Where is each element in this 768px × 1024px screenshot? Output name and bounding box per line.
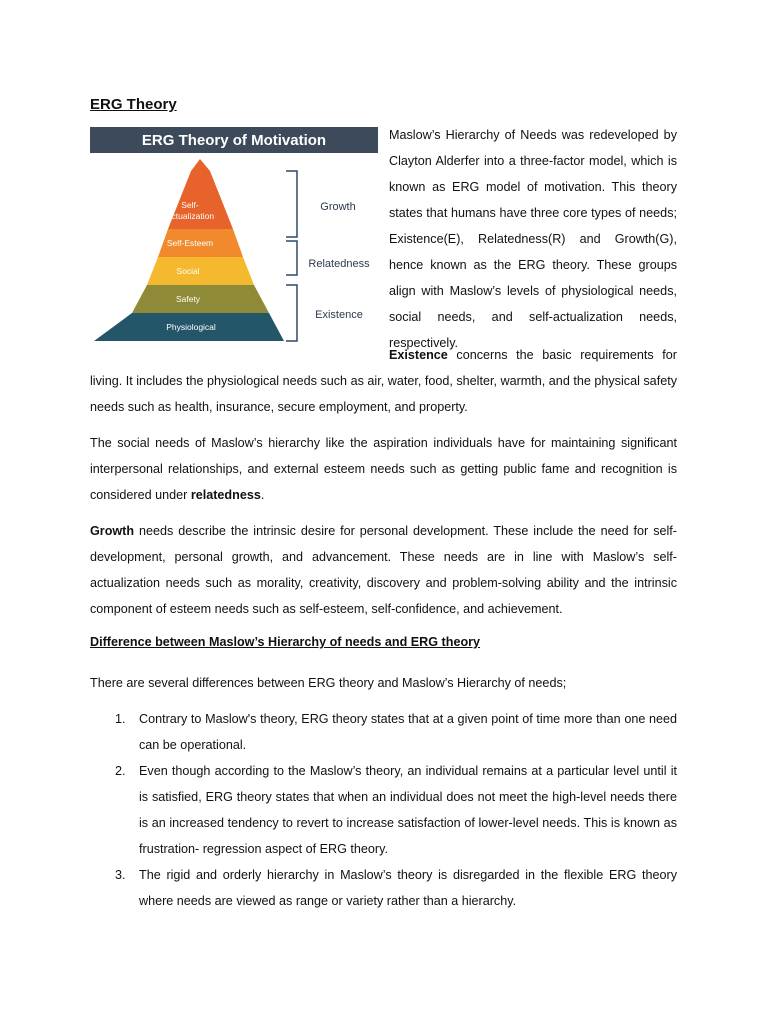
erg-figure — [90, 127, 378, 345]
existence-bracket — [286, 285, 297, 341]
pyramid-level-safety — [132, 285, 269, 313]
list-item-text: Even though according to the Maslow’s theory, an individual remains at a particular level until it is satisfied, ERG theory states that when an individual does not meet the high-level needs there is an increased tendency to revert to increase satisfaction of lower-level needs. This is known as frustration- regression aspect of ERG theory. — [139, 764, 677, 856]
level-label-self-esteem: Self-Esteem — [166, 238, 214, 248]
list-item — [90, 862, 677, 914]
difference-heading: Difference between Maslow’s Hierarchy of needs and ERG theory — [90, 635, 481, 649]
list-item — [90, 706, 677, 758]
existence-text: concerns the basic requirements for living. It includes the physiological needs such as air, water, food, shelter, warmth, and the physical safety needs such as health, insurance, secure employment, and property. — [90, 348, 677, 414]
pyramid-level-social — [147, 257, 254, 285]
list-item-number: 1. — [115, 712, 126, 726]
list-item-text: Contrary to Maslow's theory, ERG theory states that at a given point of time more than one need can be operational. — [139, 712, 677, 752]
relatedness-bracket — [286, 241, 297, 275]
existence-term: Existence — [389, 348, 448, 362]
erg-pyramid-diagram — [90, 157, 378, 345]
growth-paragraph — [90, 518, 677, 622]
existence-paragraph — [90, 342, 677, 420]
list-item-number: 2. — [115, 764, 126, 778]
page-title: ERG Theory — [90, 96, 177, 113]
growth-text: needs describe the intrinsic desire for personal development. These include the need for self-development, personal growth, and advancement. These needs are in line with Maslow’s self-actualization needs such as morality, creativity, discovery and problem-solving ability and the intrinsic component of esteem needs such as self-esteem, self-confidence, and achievement. — [90, 524, 677, 616]
relatedness-term: relatedness — [190, 488, 261, 502]
pyramid-apex — [191, 159, 210, 171]
level-label-safety: Safety — [175, 294, 201, 304]
difference-list — [90, 706, 677, 914]
existence-text-wrap — [90, 342, 677, 420]
level-label-actualization: Actualization — [165, 211, 215, 221]
list-item — [90, 758, 677, 862]
group-label-relatedness: Relatedness — [308, 258, 370, 270]
level-label-self: Self- — [181, 200, 199, 210]
growth-bracket — [286, 171, 297, 237]
group-label-growth: Growth — [320, 201, 356, 213]
group-label-existence: Existence — [315, 309, 363, 321]
intro-paragraph: Maslow’s Hierarchy of Needs was redeveloped by Clayton Alderfer into a three-factor model, which is known as ERG model of motivation. This theory states that humans have three core types of needs; Existence(E), Relatedness(R) and Growth(G), hence known as the ERG theory. These groups align with Maslow’s levels of physiological needs, social needs, and self-actualization needs, respectively. — [389, 128, 677, 350]
list-item-number: 3. — [115, 868, 126, 882]
level-label-social: Social — [176, 266, 200, 276]
relatedness-end: . — [260, 488, 265, 502]
relatedness-text: The social needs of Maslow’s hierarchy like the aspiration individuals have for maintaining significant interpersonal relationships, and external esteem needs such as getting public fame and recognition is considered under — [90, 436, 677, 502]
relatedness-paragraph — [90, 430, 677, 508]
difference-intro: There are several differences between ERG theory and Maslow’s Hierarchy of needs; — [90, 676, 567, 690]
growth-term: Growth — [90, 524, 135, 538]
figure-title: ERG Theory of Motivation — [90, 127, 378, 153]
list-item-text: The rigid and orderly hierarchy in Maslow’s theory is disregarded in the flexible ERG theory where needs are viewed as range or variety rather than a hierarchy. — [139, 868, 677, 908]
level-label-physiological: Physiological — [166, 322, 216, 332]
